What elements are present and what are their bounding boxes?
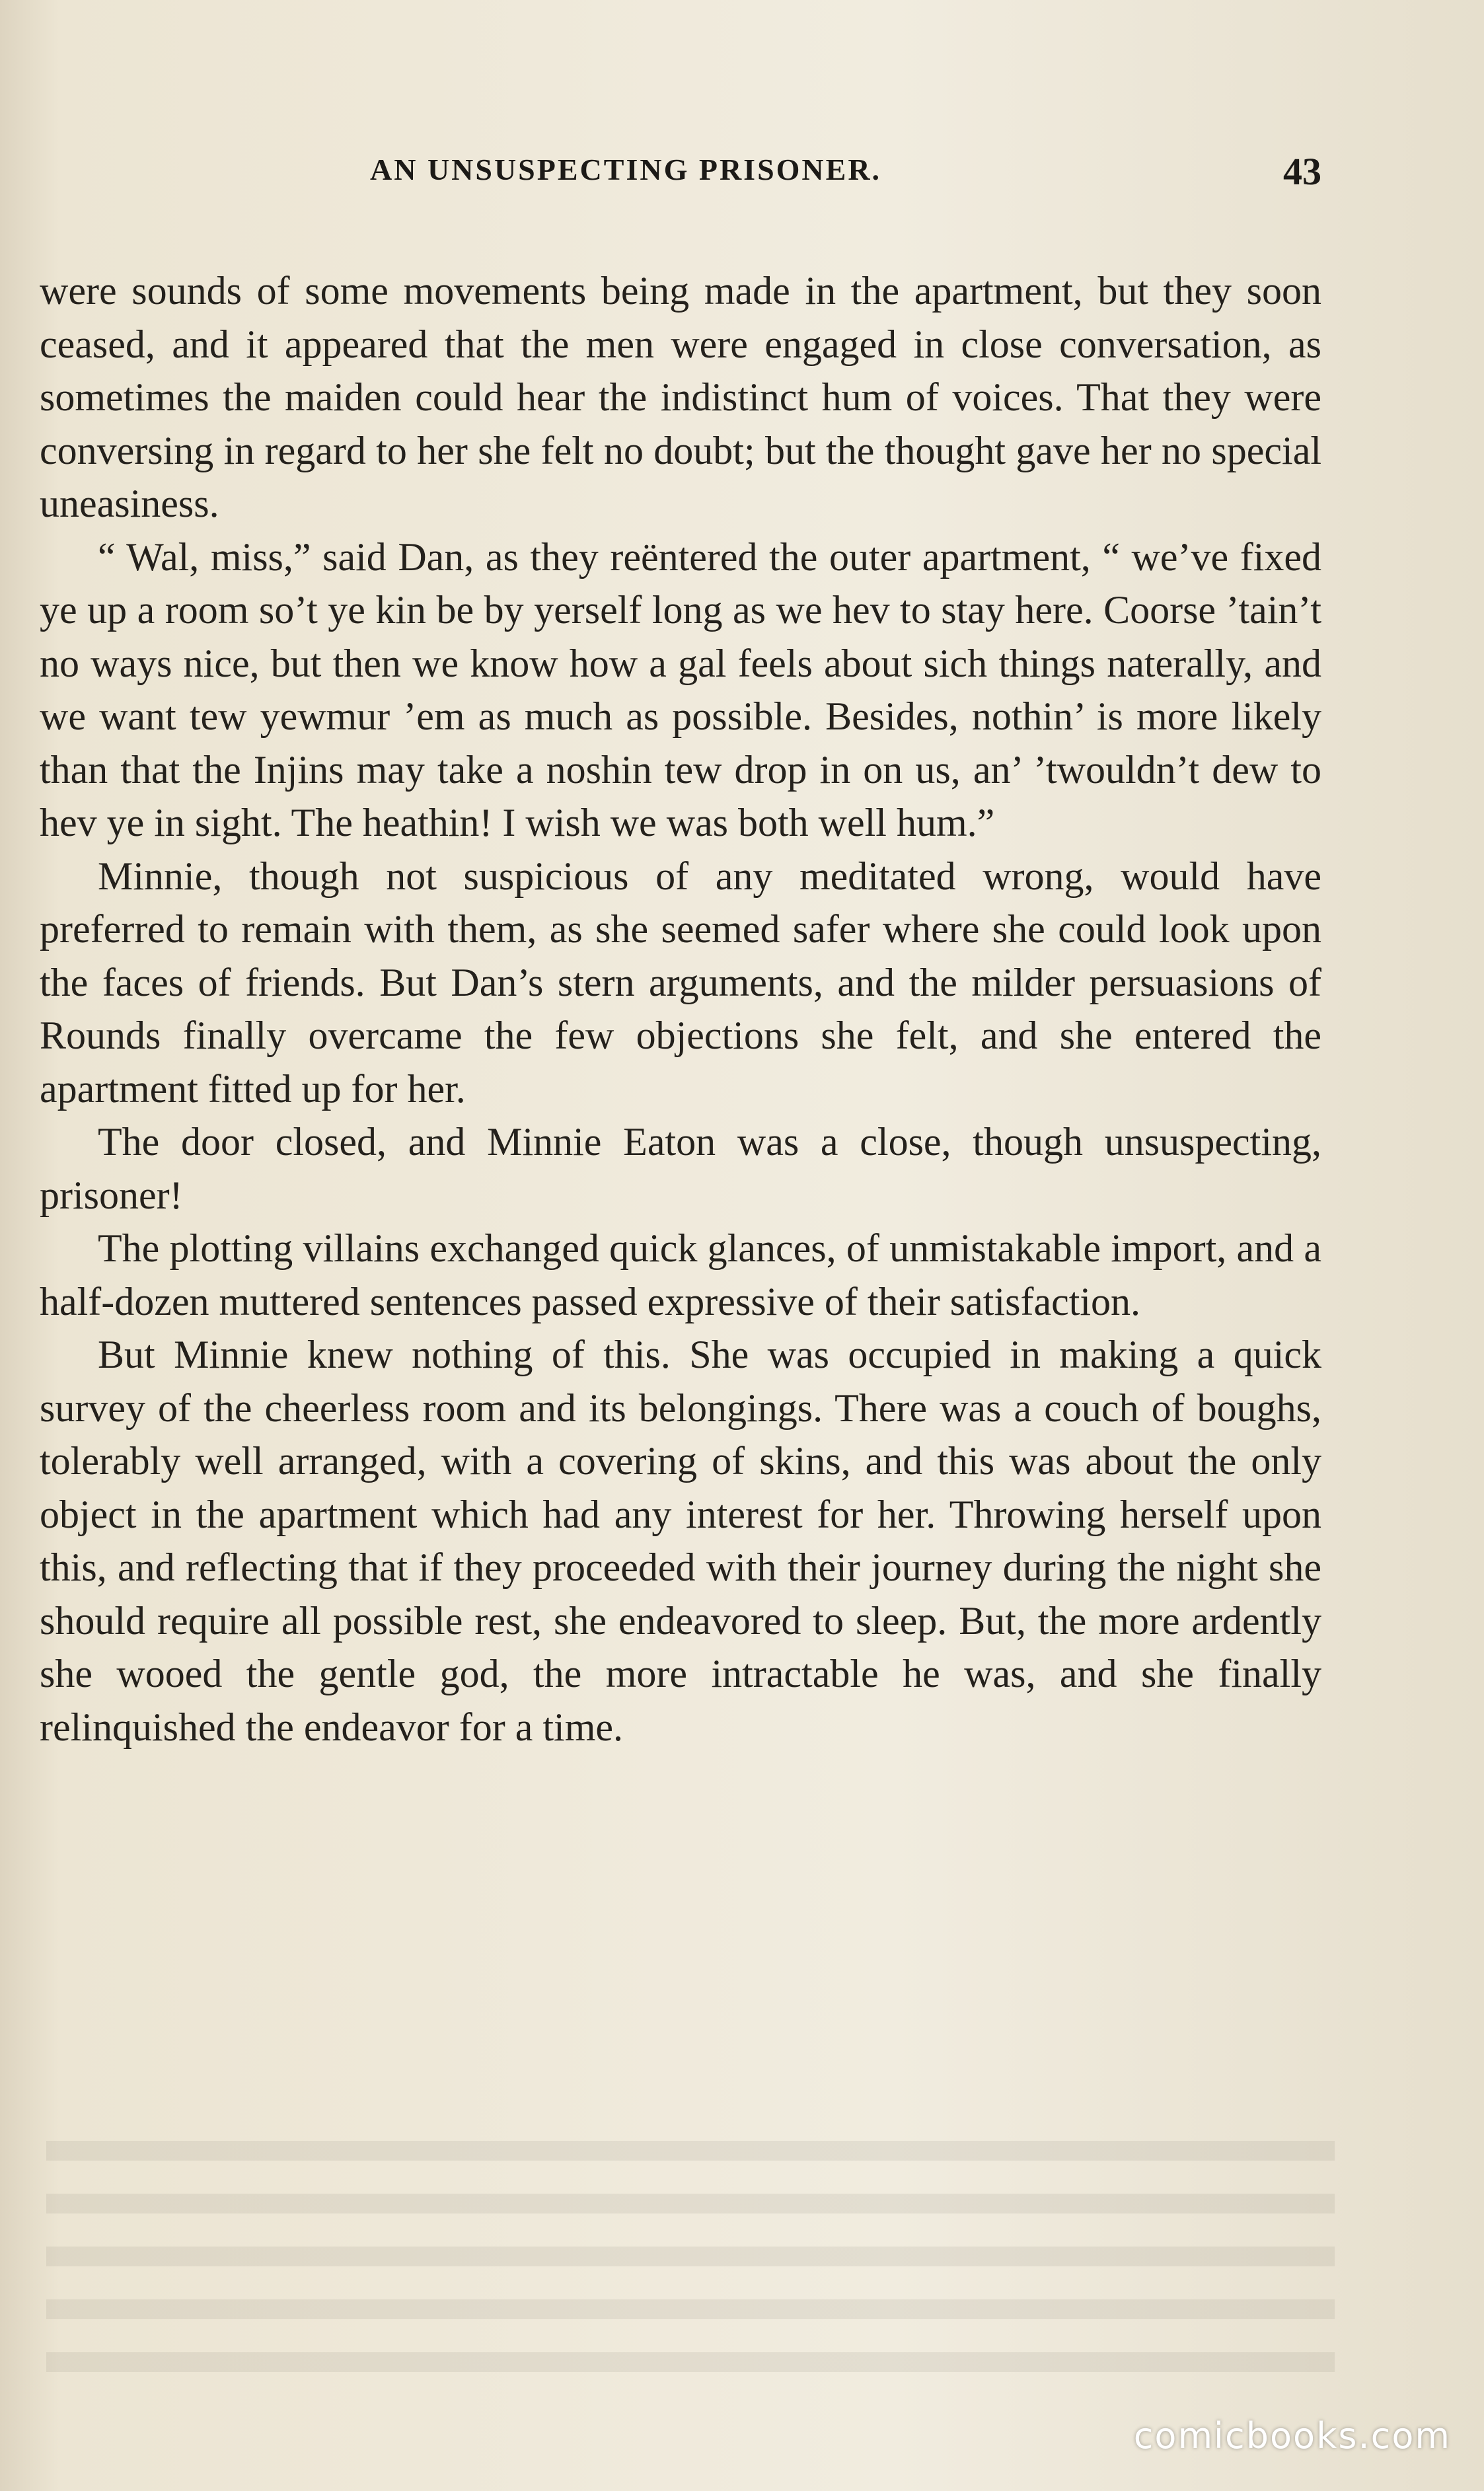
paragraph: But Minnie knew nothing of this. She was occupied in making a quick survey of the cheerless room and its belongings. There was a couch of boughs, tolerably well arranged, with a covering of skins, and this was about the only object in the apartment which had any interest for her. Throwing herself upon this, and reflecting that if they proceeded with their journey during the night she should require all possible rest, she endeavored to sleep. But, the more ardently she wooed the gentle god, the more intractable he was, and she finally relinquished the endeavor for a time. (40, 1333, 1321, 1749)
body-text (40, 264, 1321, 1754)
paragraph: were sounds of some movements being made in the apartment, but they soon ceased, and it appeared that the men were engaged in close conversation, as sometimes the maiden could hear the indistinct hum of voices. That they were conversing in regard to her she felt no doubt; but the thought gave her no special uneasiness. (40, 269, 1321, 525)
paragraph: The plotting villains exchanged quick glances, of unmistakable import, and a half-dozen muttered sentences passed expressive of their satisfaction. (40, 1226, 1321, 1323)
show-through-text (46, 2114, 1335, 2392)
paragraph: Minnie, though not suspicious of any meditated wrong, would have preferred to remain with them, as she seemed safer where she could look upon the faces of friends. But Dan’s stern arguments, and the milder persuasions of Rounds finally overcame the few objections she felt, and she entered the apartment fitted up for her. (40, 854, 1321, 1111)
watermark: comicbooks.com (1133, 2415, 1451, 2457)
paragraph: The door closed, and Minnie Eaton was a close, though unsuspecting, prisoner! (40, 1120, 1321, 1217)
running-title: AN UNSUSPECTING PRISONER. (370, 153, 882, 186)
page-number: 43 (1283, 150, 1321, 193)
page-header (370, 152, 1321, 205)
paragraph: “ Wal, miss,” said Dan, as they reëntered the outer apartment, “ we’ve fixed ye up a room so’t ye kin be by yerself long as we hev to stay here. Coorse ’tain’t no ways nice, but then we know how a gal feels about sich things naterally, and we want tew yewmur ’em as much as possible. Besides, nothin’ is more likely than that the Injins may take a noshin tew drop in on us, an’ ’twouldn’t dew to hev ye in sight. The heathin! I wish we was both well hum.” (40, 535, 1321, 844)
